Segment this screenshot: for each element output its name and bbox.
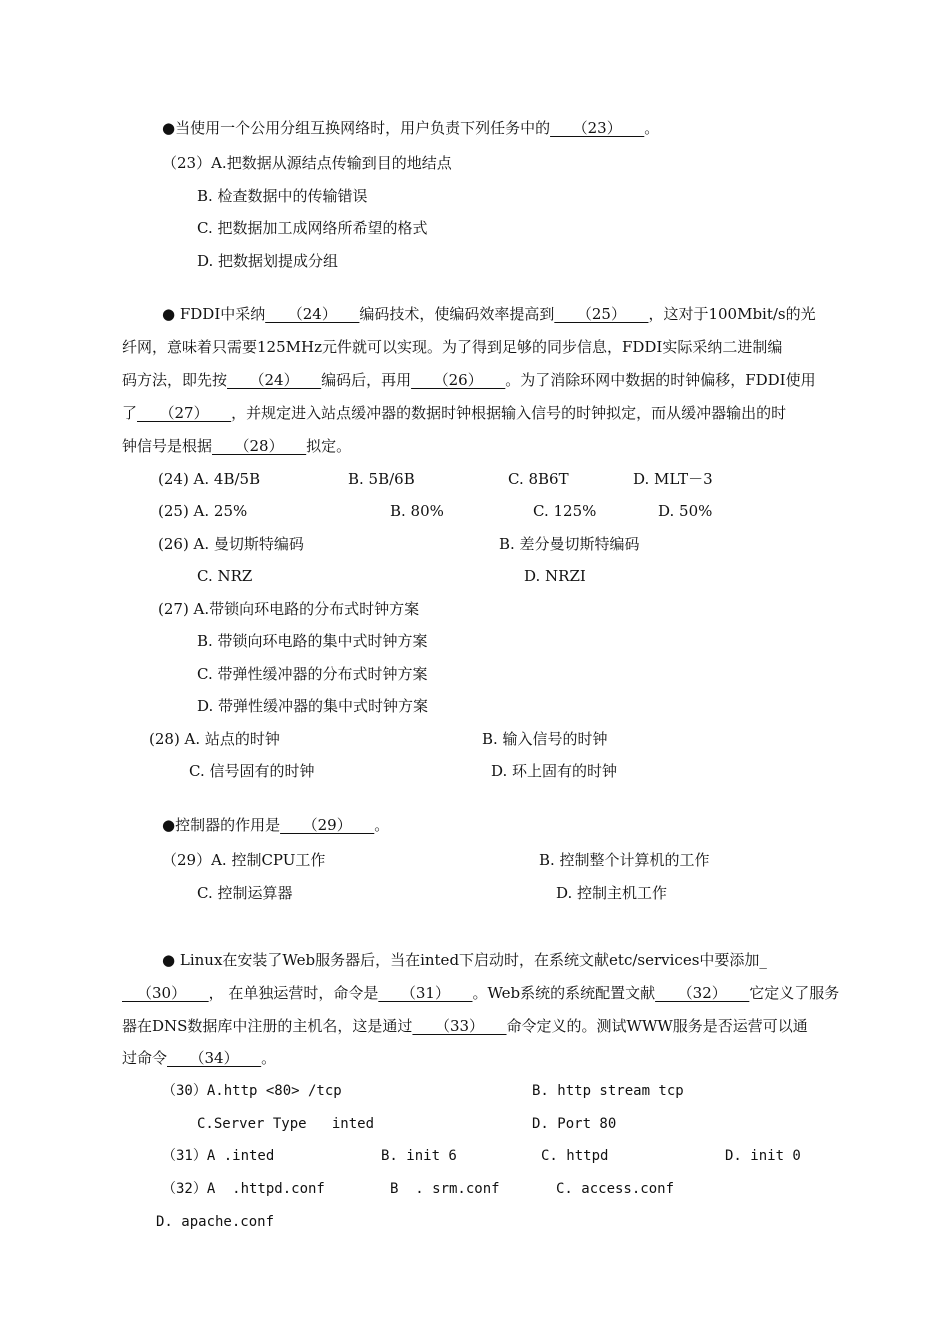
option-32-b: B . srm.conf bbox=[390, 1181, 500, 1197]
option-29-b: B. 控制整个计算机的工作 bbox=[539, 851, 710, 869]
question-30-stem-line-1: ● Linux在安装了Web服务器后，当在inted下启动时，在系统文献etc/services中要添加_ bbox=[162, 951, 767, 969]
answer-blank-25: ___（25）___ bbox=[554, 305, 649, 323]
option-24-b: B. 5B/6B bbox=[348, 470, 415, 488]
option-31-b: B. init 6 bbox=[381, 1148, 457, 1164]
question-23-stem: ●当使用一个公用分组互换网络时，用户负责下列任务中的___（23）___。 bbox=[162, 119, 660, 137]
option-29-c: C. 控制运算器 bbox=[197, 884, 293, 902]
option-30-b: B. http stream tcp bbox=[532, 1083, 684, 1099]
option-23-b: B. 检查数据中的传输错误 bbox=[197, 187, 368, 205]
option-28-a: (28) A. 站点的时钟 bbox=[149, 730, 280, 748]
question-30-stem-line-2: __（30）___， 在单独运营时，命令是___（31）___。Web系统的系统配置文献___（32）___它定义了服务 bbox=[122, 984, 840, 1002]
answer-blank-24: ___（24）___ bbox=[265, 305, 360, 323]
bullet-icon: ● bbox=[162, 119, 176, 137]
answer-blank-27: ___（27）___ bbox=[137, 404, 232, 422]
option-29-a: （29）A. 控制CPU工作 bbox=[162, 851, 326, 869]
option-31-a: （31）A .inted bbox=[162, 1148, 275, 1164]
answer-blank-33: ___（33）___ bbox=[412, 1017, 507, 1035]
option-32-c: C. access.conf bbox=[556, 1181, 675, 1197]
bullet-icon: ● bbox=[162, 305, 176, 323]
answer-blank-32: ___（32）___ bbox=[655, 984, 750, 1002]
question-29-stem: ●控制器的作用是___（29）___。 bbox=[162, 816, 390, 834]
option-30-d: D. Port 80 bbox=[532, 1116, 617, 1132]
option-27-a: (27) A.带锁向环电路的分布式时钟方案 bbox=[158, 600, 420, 618]
option-27-d: D. 带弹性缓冲器的集中式时钟方案 bbox=[197, 697, 429, 715]
option-26-c: C. NRZ bbox=[197, 567, 253, 585]
answer-blank-26: ___（26）___ bbox=[411, 371, 506, 389]
question-30-stem-line-3: 器在DNS数据库中注册的主机名，这是通过___（33）___命令定义的。测试WWW服务是否运营可以通 bbox=[122, 1017, 808, 1035]
option-25-b: B. 80% bbox=[390, 502, 444, 520]
option-25-a: (25) A. 25% bbox=[158, 502, 248, 520]
option-23-a: （23）A.把数据从源结点传输到目的地结点 bbox=[162, 154, 452, 172]
option-32-d: D. apache.conf bbox=[156, 1214, 275, 1230]
answer-blank-34: ___（34）___ bbox=[167, 1049, 262, 1067]
answer-blank-31: ___（31）___ bbox=[378, 984, 473, 1002]
question-24-stem-line-2: 纤网，意味着只需要125MHz元件就可以实现。为了得到足够的同步信息，FDDI实际采纳二进制编 bbox=[122, 338, 783, 356]
option-28-c: C. 信号固有的时钟 bbox=[189, 762, 315, 780]
bullet-icon: ● bbox=[162, 816, 176, 834]
option-28-d: D. 环上固有的时钟 bbox=[491, 762, 618, 780]
option-27-c: C. 带弹性缓冲器的分布式时钟方案 bbox=[197, 665, 428, 683]
question-24-stem-line-4: 了___（27）___，并规定进入站点缓冲器的数据时钟根据输入信号的时钟拟定，而从缓冲器输出的时 bbox=[122, 404, 787, 422]
answer-blank-30: __（30）___ bbox=[122, 984, 209, 1002]
question-24-stem-line-3: 码方法，即先按___（24）___编码后，再用___（26）___。为了消除环网中数据的时钟偏移，FDDI使用 bbox=[122, 371, 816, 389]
option-23-d: D. 把数据划提成分组 bbox=[197, 252, 339, 270]
option-31-d: D. init 0 bbox=[725, 1148, 801, 1164]
option-29-d: D. 控制主机工作 bbox=[556, 884, 668, 902]
question-30-stem-line-4: 过命令___（34）___。 bbox=[122, 1049, 277, 1067]
option-24-d: D. MLT－3 bbox=[633, 470, 713, 488]
option-27-b: B. 带锁向环电路的集中式时钟方案 bbox=[197, 632, 428, 650]
option-25-c: C. 125% bbox=[533, 502, 597, 520]
option-28-b: B. 输入信号的时钟 bbox=[482, 730, 608, 748]
option-24-c: C. 8B6T bbox=[508, 470, 569, 488]
option-26-d: D. NRZI bbox=[524, 567, 586, 585]
option-26-b: B. 差分曼切斯特编码 bbox=[499, 535, 640, 553]
option-31-c: C. httpd bbox=[541, 1148, 609, 1164]
question-24-stem-line-1: ● FDDI中采纳___（24）___编码技术，使编码效率提高到___（25）___，这对于100Mbit/s的光 bbox=[162, 305, 816, 323]
answer-blank-24: ___（24）___ bbox=[227, 371, 322, 389]
answer-blank-29: ___（29）___ bbox=[280, 816, 375, 834]
option-24-a: (24) A. 4B/5B bbox=[158, 470, 261, 488]
answer-blank-23: ___（23）___ bbox=[550, 119, 645, 137]
option-26-a: (26) A. 曼切斯特编码 bbox=[158, 535, 304, 553]
bullet-icon: ● bbox=[162, 951, 176, 969]
question-24-stem-line-5: 钟信号是根据___（28）___拟定。 bbox=[122, 437, 352, 455]
option-25-d: D. 50% bbox=[658, 502, 713, 520]
option-30-c: C.Server Type inted bbox=[197, 1116, 375, 1132]
option-32-a: （32）A .httpd.conf bbox=[162, 1181, 325, 1197]
option-23-c: C. 把数据加工成网络所希望的格式 bbox=[197, 219, 428, 237]
option-30-a: （30）A.http <80> /tcp bbox=[162, 1083, 342, 1099]
answer-blank-28: ___（28）___ bbox=[212, 437, 307, 455]
